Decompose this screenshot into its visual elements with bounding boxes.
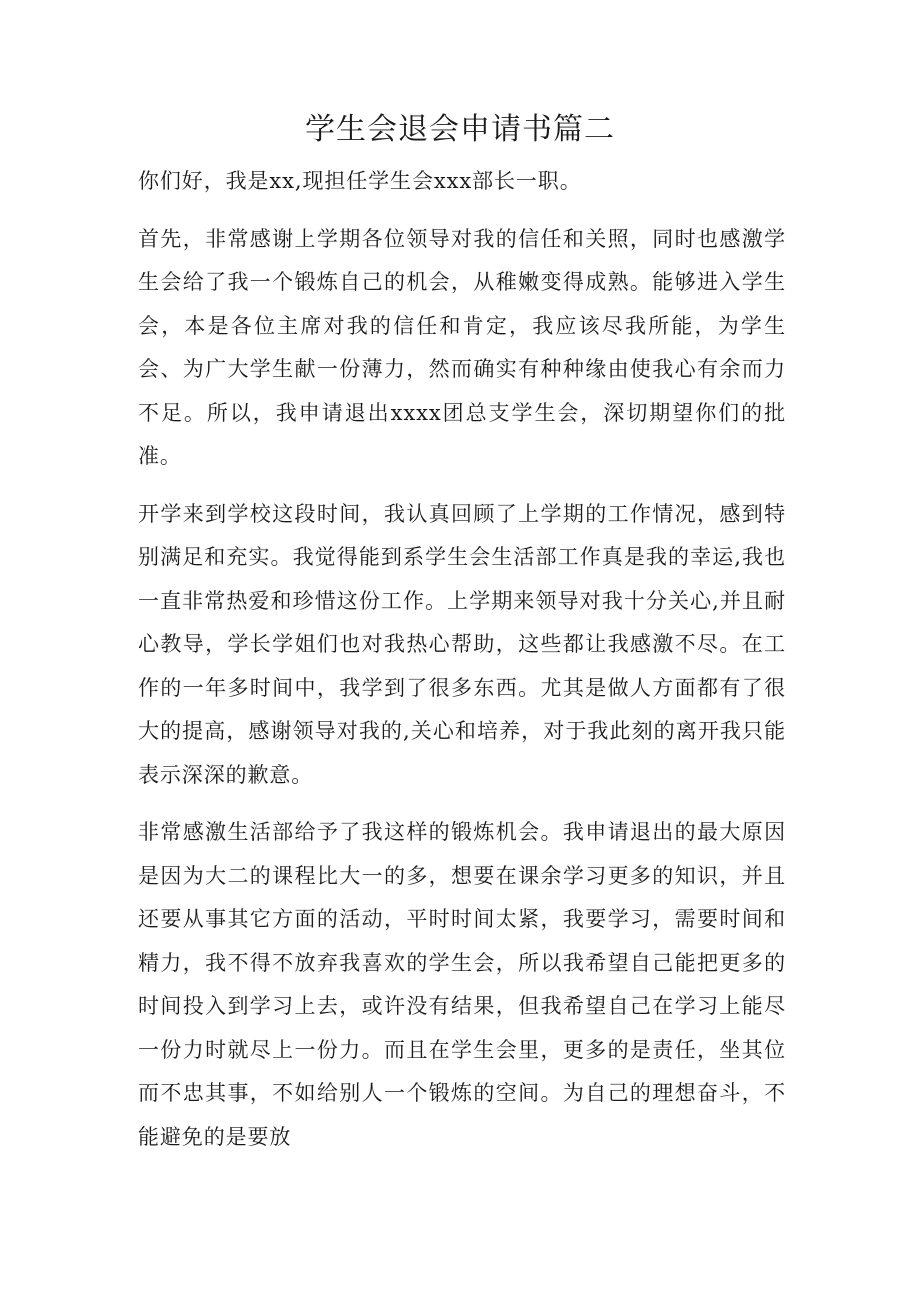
document-title: 学生会退会申请书篇二 [305,112,615,147]
greeting-paragraph: 你们好，我是xx,现担任学生会xxx部长一职。 [138,169,582,193]
body-paragraph: 开学来到学校这段时间，我认真回顾了上学期的工作情况，感到特别满足和充实。我觉得能到系学生会生活部工作真是我的幸运,我也一直非常热爱和珍惜这份工作。上学期来领导对我十分关心,并且耐心教导，学长学姐们也对我热心帮助，这些都让我感激不尽。在工作的一年多时间中，我学到了很多东西。尤其是做人方面都有了很大的提高，感谢领导对我的,关心和培养，对于我此刻的离开我只能表示深深的歉意。 [138,501,786,787]
body-paragraph: 首先，非常感谢上学期各位领导对我的信任和关照，同时也感激学生会给了我一个锻炼自己的机会，从稚嫩变得成熟。能够进入学生会，本是各位主席对我的信任和肯定，我应该尽我所能，为学生会、为广大学生献一份薄力，然而确实有种种缘由使我心有余而力不足。所以，我申请退出xxxx团总支学生会，深切期望你们的批准。 [138,226,786,468]
document-body [138,160,786,1173]
body-paragraph: 非常感激生活部给予了我这样的锻炼机会。我申请退出的最大原因是因为大二的课程比大一的多，想要在课余学习更多的知识，并且还要从事其它方面的活动，平时时间太紧，我要学习，需要时间和精力，我不得不放弃我喜欢的学生会，所以我希望自己能把更多的时间投入到学习上去，或许没有结果，但我希望自己在学习上能尽一份力时就尽上一份力。而且在学生会里，更多的是责任，坐其位而不忠其事，不如给别人一个锻炼的空间。为自己的理想奋斗，不能避免的是要放 [138,820,786,1149]
